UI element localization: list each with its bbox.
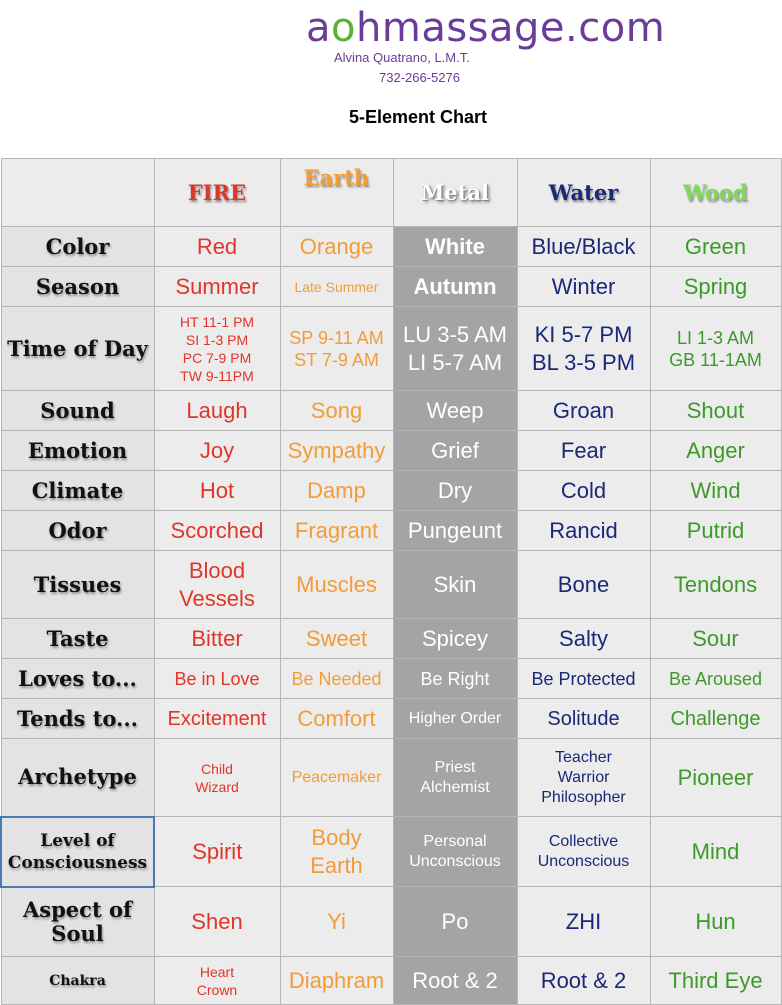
cell-time-fire: HT 11-1 PM SI 1-3 PM PC 7-9 PM TW 9-11PM xyxy=(154,307,280,391)
cell-climate-wood: Wind xyxy=(650,471,781,511)
cell-color-water: Blue/Black xyxy=(517,227,650,267)
cell-chakra-earth: Diaphram xyxy=(280,957,393,1005)
row-label-tends: Tends to... xyxy=(1,699,154,739)
row-level-of-consciousness xyxy=(1,817,781,887)
cell-taste-earth: Sweet xyxy=(280,619,393,659)
cell-tissues-water: Bone xyxy=(517,551,650,619)
cell-taste-water: Salty xyxy=(517,619,650,659)
row-label-aspect: Aspect of Soul xyxy=(1,887,154,957)
cell-sound-wood: Shout xyxy=(650,391,781,431)
row-label-chakra: Chakra xyxy=(1,957,154,1005)
cell-loves-fire: Be in Love xyxy=(154,659,280,699)
cell-season-metal: Autumn xyxy=(393,267,517,307)
cell-color-wood: Green xyxy=(650,227,781,267)
row-color xyxy=(1,227,781,267)
cell-emotion-water: Fear xyxy=(517,431,650,471)
cell-tends-wood: Challenge xyxy=(650,699,781,739)
cell-tissues-metal: Skin xyxy=(393,551,517,619)
cell-level-metal: Personal Unconscious xyxy=(393,817,517,887)
corner-cell xyxy=(1,159,154,227)
row-sound xyxy=(1,391,781,431)
cell-level-wood: Mind xyxy=(650,817,781,887)
cell-archetype-metal: Priest Alchemist xyxy=(393,739,517,817)
element-water-header: Water xyxy=(517,159,650,227)
cell-tends-metal: Higher Order xyxy=(393,699,517,739)
cell-odor-wood: Putrid xyxy=(650,511,781,551)
cell-color-fire: Red xyxy=(154,227,280,267)
row-label-climate: Climate xyxy=(1,471,154,511)
cell-time-earth: SP 9-11 AM ST 7-9 AM xyxy=(280,307,393,391)
cell-aspect-metal: Po xyxy=(393,887,517,957)
cell-chakra-water: Root & 2 xyxy=(517,957,650,1005)
cell-aspect-fire: Shen xyxy=(154,887,280,957)
cell-loves-wood: Be Aroused xyxy=(650,659,781,699)
cell-season-water: Winter xyxy=(517,267,650,307)
five-element-table xyxy=(0,158,782,1005)
cell-archetype-water: Teacher Warrior Philosopher xyxy=(517,739,650,817)
row-label-time: Time of Day xyxy=(1,307,154,391)
cell-season-fire: Summer xyxy=(154,267,280,307)
cell-aspect-water: ZHI xyxy=(517,887,650,957)
cell-odor-earth: Fragrant xyxy=(280,511,393,551)
cell-climate-earth: Damp xyxy=(280,471,393,511)
row-label-color: Color xyxy=(1,227,154,267)
cell-emotion-earth: Sympathy xyxy=(280,431,393,471)
cell-aspect-earth: Yi xyxy=(280,887,393,957)
row-label-level: Level of Consciousness xyxy=(1,817,154,887)
cell-loves-earth: Be Needed xyxy=(280,659,393,699)
cell-time-metal: LU 3-5 AM LI 5-7 AM xyxy=(393,307,517,391)
cell-sound-earth: Song xyxy=(280,391,393,431)
cell-loves-metal: Be Right xyxy=(393,659,517,699)
cell-tends-water: Solitude xyxy=(517,699,650,739)
cell-season-earth: Late Summer xyxy=(280,267,393,307)
cell-color-earth: Orange xyxy=(280,227,393,267)
cell-taste-metal: Spicey xyxy=(393,619,517,659)
row-loves-to xyxy=(1,659,781,699)
row-label-sound: Sound xyxy=(1,391,154,431)
row-chakra xyxy=(1,957,781,1005)
logo-text-a: a xyxy=(306,5,332,51)
row-label-loves: Loves to... xyxy=(1,659,154,699)
cell-emotion-wood: Anger xyxy=(650,431,781,471)
cell-chakra-fire: Heart Crown xyxy=(154,957,280,1005)
cell-tissues-earth: Muscles xyxy=(280,551,393,619)
cell-taste-fire: Bitter xyxy=(154,619,280,659)
row-label-archetype: Archetype xyxy=(1,739,154,817)
row-climate xyxy=(1,471,781,511)
page-header xyxy=(0,0,782,158)
row-odor xyxy=(1,511,781,551)
cell-climate-metal: Dry xyxy=(393,471,517,511)
site-logo[interactable] xyxy=(306,4,665,52)
cell-sound-metal: Weep xyxy=(393,391,517,431)
row-label-emotion: Emotion xyxy=(1,431,154,471)
row-season xyxy=(1,267,781,307)
cell-level-water: Collective Unconscious xyxy=(517,817,650,887)
row-emotion xyxy=(1,431,781,471)
cell-taste-wood: Sour xyxy=(650,619,781,659)
cell-level-fire: Spirit xyxy=(154,817,280,887)
cell-odor-metal: Pungeunt xyxy=(393,511,517,551)
row-archetype xyxy=(1,739,781,817)
element-header-row xyxy=(1,159,781,227)
row-label-season: Season xyxy=(1,267,154,307)
row-tends-to xyxy=(1,699,781,739)
element-wood-header: Wood xyxy=(650,159,781,227)
cell-archetype-earth: Peacemaker xyxy=(280,739,393,817)
row-taste xyxy=(1,619,781,659)
cell-sound-water: Groan xyxy=(517,391,650,431)
cell-season-wood: Spring xyxy=(650,267,781,307)
row-label-tissues: Tissues xyxy=(1,551,154,619)
practitioner-name: Alvina Quatrano, L.M.T. xyxy=(334,50,470,65)
cell-archetype-fire: Child Wizard xyxy=(154,739,280,817)
element-fire-header: FIRE xyxy=(154,159,280,227)
cell-tissues-fire: Blood Vessels xyxy=(154,551,280,619)
cell-tissues-wood: Tendons xyxy=(650,551,781,619)
cell-level-earth: Body Earth xyxy=(280,817,393,887)
logo-o-symbol: o xyxy=(331,5,356,51)
cell-tends-earth: Comfort xyxy=(280,699,393,739)
cell-emotion-metal: Grief xyxy=(393,431,517,471)
cell-odor-water: Rancid xyxy=(517,511,650,551)
cell-sound-fire: Laugh xyxy=(154,391,280,431)
cell-loves-water: Be Protected xyxy=(517,659,650,699)
cell-color-metal: White xyxy=(393,227,517,267)
cell-chakra-metal: Root & 2 xyxy=(393,957,517,1005)
cell-chakra-wood: Third Eye xyxy=(650,957,781,1005)
element-metal-header: Metal xyxy=(393,159,517,227)
cell-archetype-wood: Pioneer xyxy=(650,739,781,817)
cell-climate-water: Cold xyxy=(517,471,650,511)
logo-text-rest: hmassage.com xyxy=(356,5,666,51)
row-tissues xyxy=(1,551,781,619)
row-time-of-day xyxy=(1,307,781,391)
cell-time-water: KI 5-7 PM BL 3-5 PM xyxy=(517,307,650,391)
phone-number: 732-266-5276 xyxy=(379,70,460,85)
cell-aspect-wood: Hun xyxy=(650,887,781,957)
cell-odor-fire: Scorched xyxy=(154,511,280,551)
row-aspect-of-soul xyxy=(1,887,781,957)
element-earth-header: Earth xyxy=(280,159,393,227)
cell-tends-fire: Excitement xyxy=(154,699,280,739)
row-label-taste: Taste xyxy=(1,619,154,659)
cell-time-wood: LI 1-3 AM GB 11-1AM xyxy=(650,307,781,391)
cell-emotion-fire: Joy xyxy=(154,431,280,471)
page-title: 5-Element Chart xyxy=(348,107,488,127)
row-label-odor: Odor xyxy=(1,511,154,551)
cell-climate-fire: Hot xyxy=(154,471,280,511)
